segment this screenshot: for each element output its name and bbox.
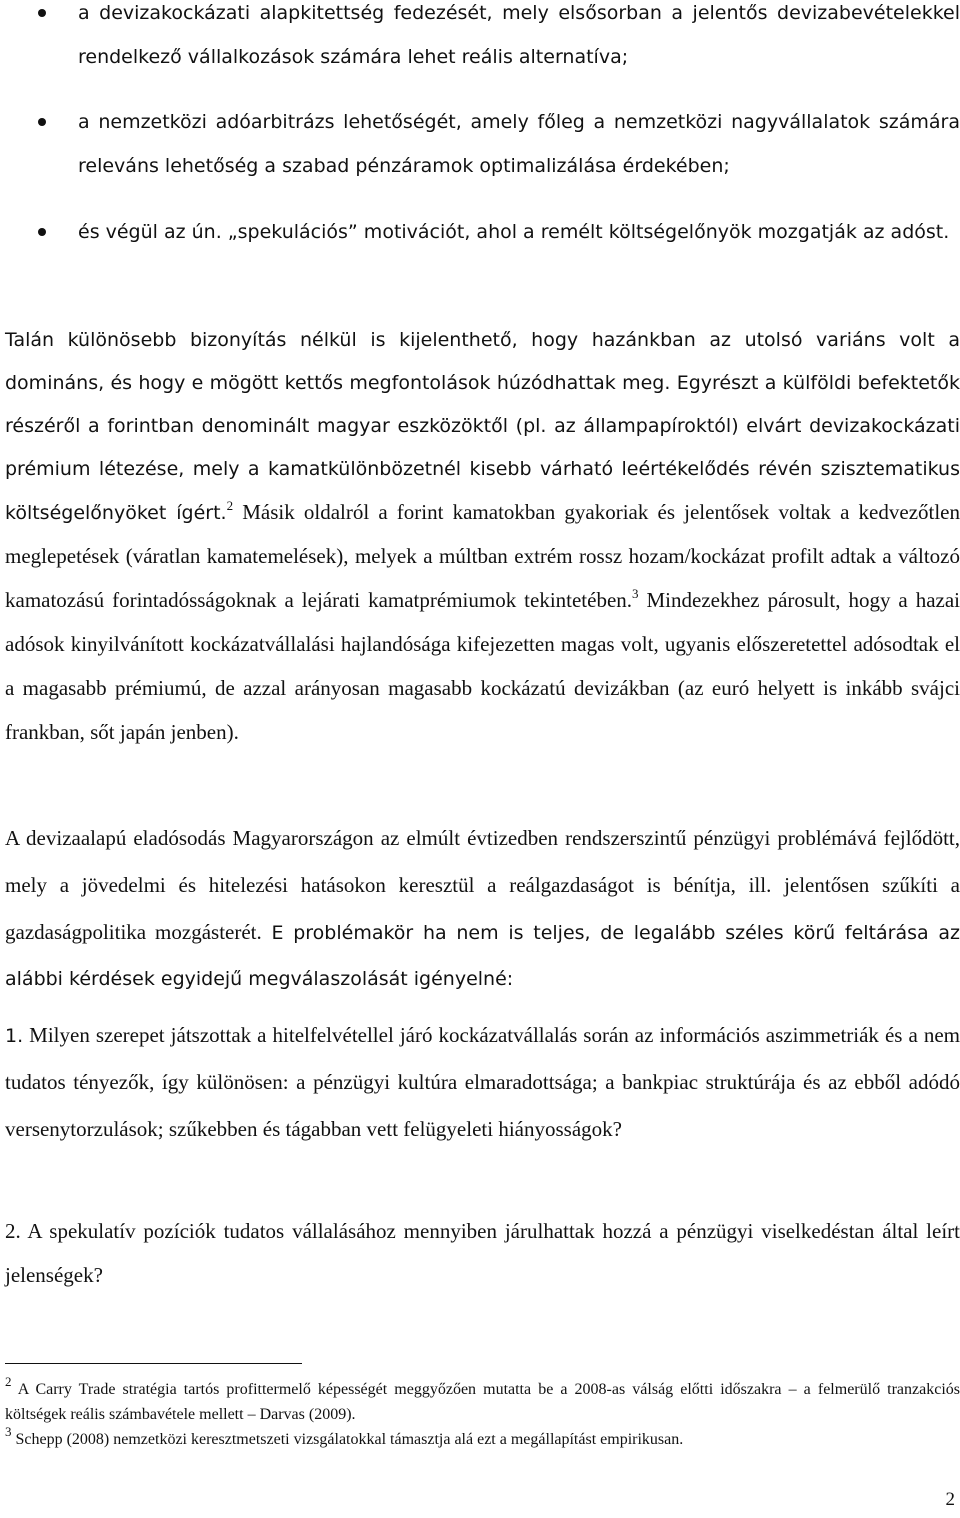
bullet-icon xyxy=(38,228,46,236)
bullet-icon xyxy=(38,118,46,126)
footnote-ref: 3 xyxy=(632,585,639,601)
question-text: Milyen szerepet játszottak a hitelfelvétellel járó kockázatvállalás során az információs aszimmetriák és a nem tudatos tényezők, így különösen: a pénzügyi kultúra elmaradottsága; a bankpiac struktúrája és az ebből adódó versenytorzulások; szűkebben és tágabban vett felügyeleti hiányosságok? xyxy=(5,1023,960,1141)
paragraph-text: Talán különösebb bizonyítás nélkül is kijelenthető, hogy hazánkban az utolsó variáns volt a domináns, és hogy e mögött kettős megfontolások húzódhattak meg. xyxy=(5,329,960,394)
body-paragraph xyxy=(5,816,960,1003)
question-item: 2. A spekulatív pozíciók tudatos vállalásához mennyiben járulhattak hozzá a pénzügyi viselkedéstan által leírt jelenségek? xyxy=(5,1219,960,1287)
footnote-number: 2 xyxy=(5,1373,12,1389)
body-paragraph xyxy=(5,319,960,755)
footnote-item xyxy=(5,1373,960,1427)
bullet-text: és végül az ún. „spekulációs” motivációt, ahol a remélt költségelőnyök mozgatják az adóst. xyxy=(78,221,950,243)
footnote-text: Schepp (2008) nemzetközi keresztmetszeti vizsgálatokkal támasztja alá ezt a megállapítást empirikusan. xyxy=(11,1431,684,1448)
paragraph-text: az állampapíroktól) elvárt devizakockázati prémium létezése, mely a kamatkülönbözetnél kisebb várható leértékelődés révén szisztematikus költségelőnyöket ígért. xyxy=(5,415,960,524)
footnote-item xyxy=(5,1423,960,1452)
bullet-text: a devizakockázati alapkitettség fedezését, mely elsősorban a jelentős devizabevételekkel rendelkező vállalkozások számára lehet reális alternatíva; xyxy=(78,2,960,68)
paragraph-text: E problémakör ha nem is teljes, de legalább széles körű feltárása az alábbi kérdések egyidejű megválaszolását igényelné: xyxy=(5,922,960,990)
footnote-ref: 2 xyxy=(226,497,234,513)
question-number: 1. xyxy=(5,1025,24,1047)
bullet-icon xyxy=(38,9,46,17)
paragraph-text: Mindezekhez párosult, hogy a hazai adósok kinyilvánított kockázatvállalási hajlandósága kifejezetten magas volt, ugyanis előszeretettel adósodtak el a magasabb prémiumú, de azzal arányosan magasabb kockázatú devizákban (az euró helyett is inkább svájci frankban, sőt japán jenben). xyxy=(5,588,960,744)
paragraph-text: Egyrészt a külföldi befektetők részéről a forintban denominált magyar eszközöktől (pl. xyxy=(5,372,960,437)
footnote-text: A Carry Trade stratégia tartós profittermelő képességét meggyőzően mutatta be a 2008-as válság előtti időszakra – a felmerülő tranzakciós költségek reális számbavétele mellett – Darvas (2009). xyxy=(5,1381,960,1423)
footnotes xyxy=(5,1373,960,1452)
bullet-text: a nemzetközi adóarbitrázs lehetőségét, amely főleg a nemzetközi nagyvállalatok számára releváns lehetőség a szabad pénzáramok optimalizálása érdekében; xyxy=(78,111,960,177)
footnote-number: 3 xyxy=(5,1423,12,1439)
paragraph-text: A devizaalapú eladósodás Magyarországon az elmúlt évtizedben rendszerszintű pénzügyi problémává fejlődött, mely a jövedelmi és hitelezési hatásokon keresztül a reálgazdaságot is bénítja, ill. jelentősen szűkíti a gazdaságpolitika mozgásterét. xyxy=(5,826,960,944)
footnote-separator xyxy=(5,1363,302,1364)
page-number: 2 xyxy=(945,1489,955,1510)
paragraph-text: Másik oldalról a forint kamatokban gyakoriak és jelentősek voltak a kedvezőtlen meglepetések (váratlan kamatemelések), melyek a múltban extrém rossz hozam/kockázat profilt adtak a változó kamatozású forintadósságoknak a lejárati kamatprémiumok tekintetében. xyxy=(5,500,960,612)
question-item xyxy=(5,1013,960,1154)
